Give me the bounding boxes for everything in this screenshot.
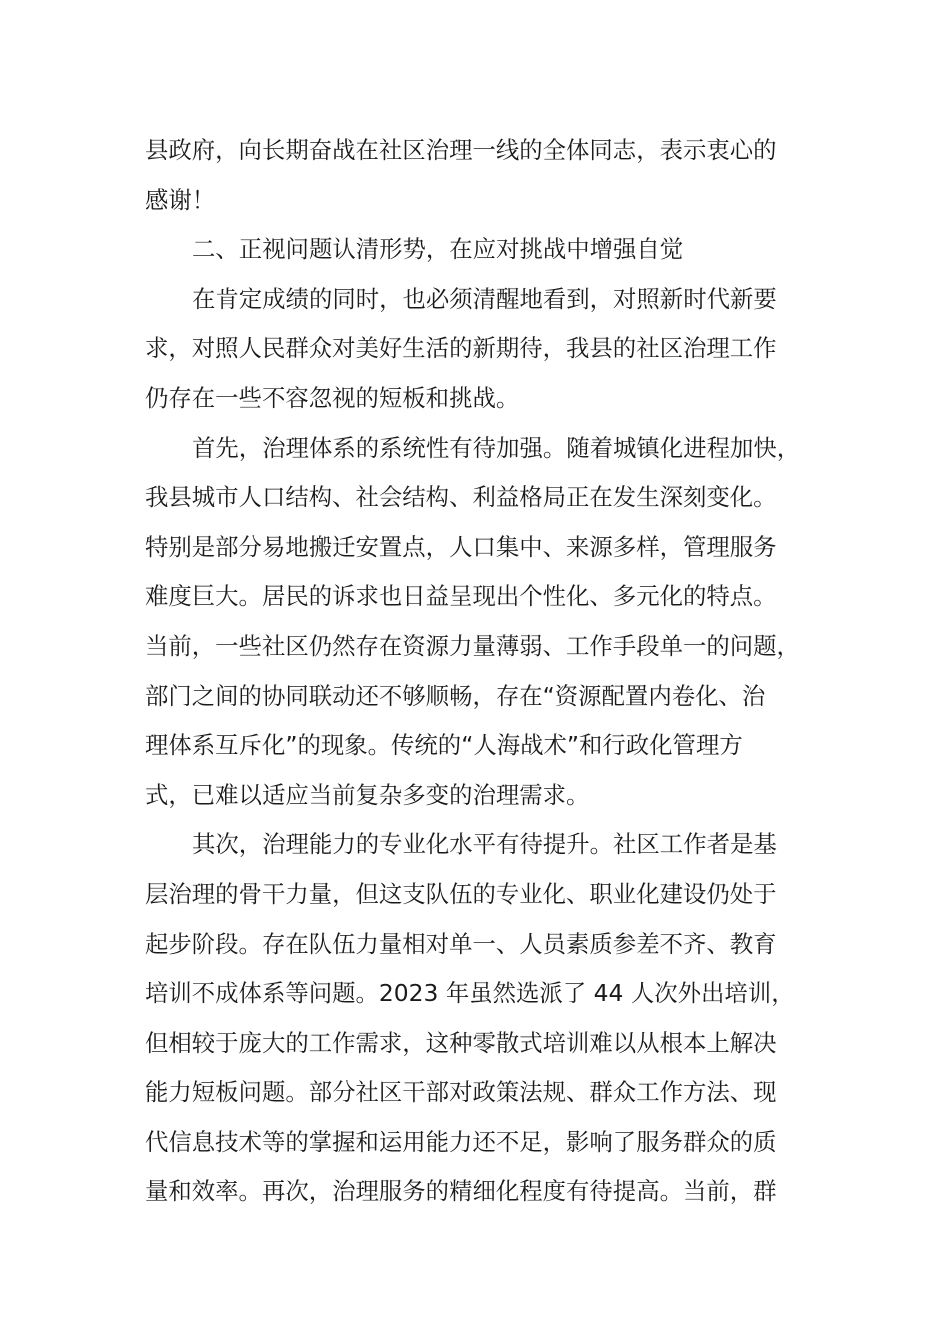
text-line: 但相较于庞大的工作需求，这种零散式培训难以从根本上解决 (145, 1028, 777, 1057)
text-line: 培训不成体系等问题。2023 年虽然选派了 44 人次外出培训， (145, 979, 795, 1008)
text-line: 县政府，向长期奋战在社区治理一线的全体同志，表示衷心的 (145, 136, 777, 164)
text-line: 当前，一些社区仍然存在资源力量薄弱、工作手段单一的问题， (145, 631, 800, 660)
text-line: 首先，治理体系的系统性有待加强。随着城镇化进程加快， (192, 433, 801, 462)
text-line: 在肯定成绩的同时，也必须清醒地看到，对照新时代新要 (192, 284, 777, 313)
text-line: 理体系互斥化”的现象。传统的“人海战术”和行政化管理方 (145, 731, 743, 760)
text-line: 仍存在一些不容忽视的短板和挑战。 (145, 383, 520, 412)
text-line: 感谢！ (145, 185, 216, 214)
text-line: 求，对照人民群众对美好生活的新期待，我县的社区治理工作 (145, 334, 777, 363)
text-line: 其次，治理能力的专业化水平有待提升。社区工作者是基 (192, 830, 777, 859)
text-line: 部门之间的协同联动还不够顺畅，存在“资源配置内卷化、治 (145, 681, 766, 710)
text-line: 层治理的骨干力量，但这支队伍的专业化、职业化建设仍处于 (145, 879, 777, 908)
text-line: 式，已难以适应当前复杂多变的治理需求。 (145, 780, 590, 809)
section-heading: 二、正视问题认清形势，在应对挑战中增强自觉 (192, 235, 684, 264)
text-line: 起步阶段。存在队伍力量相对单一、人员素质参差不齐、教育 (145, 929, 777, 958)
text-line: 难度巨大。居民的诉求也日益呈现出个性化、多元化的特点。 (145, 582, 777, 611)
text-line: 特别是部分易地搬迁安置点，人口集中、来源多样，管理服务 (145, 532, 777, 561)
text-line: 我县城市人口结构、社会结构、利益格局正在发生深刻变化。 (145, 483, 777, 512)
text-line: 代信息技术等的掌握和运用能力还不足，影响了服务群众的质 (145, 1127, 777, 1156)
text-line: 量和效率。再次，治理服务的精细化程度有待提高。当前，群 (145, 1177, 777, 1206)
text-line: 能力短板问题。部分社区干部对政策法规、群众工作方法、现 (145, 1078, 777, 1107)
body-text (145, 126, 805, 1217)
